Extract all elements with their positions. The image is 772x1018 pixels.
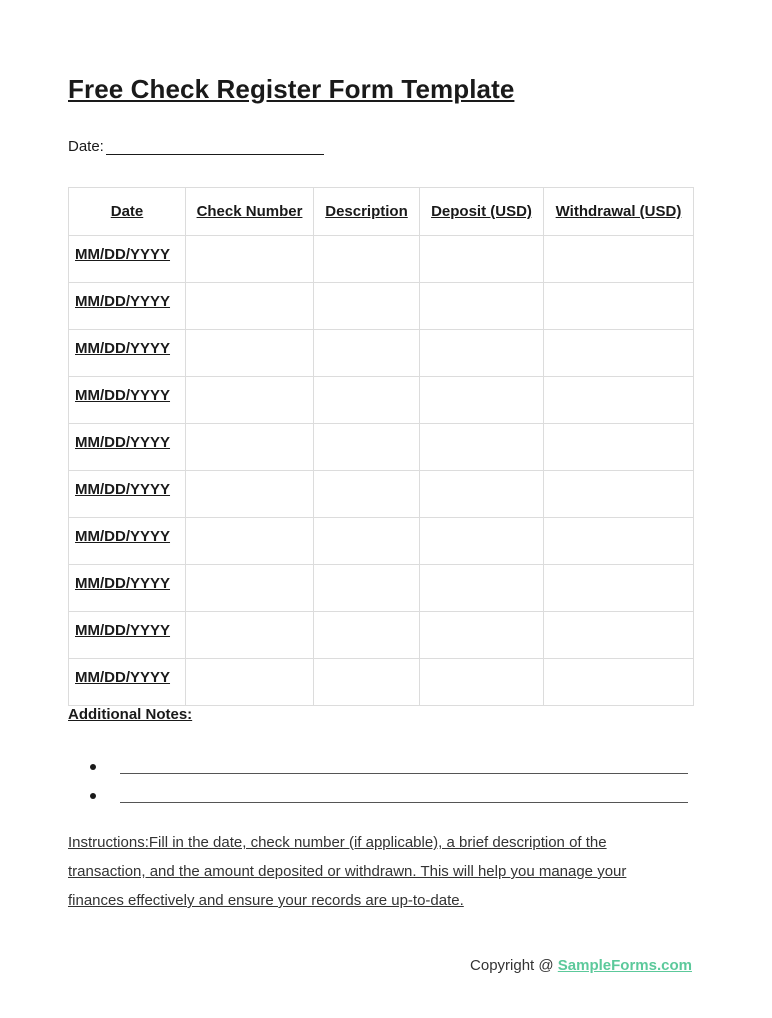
description-cell[interactable] [314,377,420,424]
header-deposit: Deposit (USD) [420,188,544,236]
check-number-cell[interactable] [186,471,314,518]
date-cell: MM/DD/YYYY [69,377,186,424]
note-item [90,789,690,809]
table-row [69,377,694,424]
description-cell[interactable] [314,565,420,612]
date-cell: MM/DD/YYYY [69,236,186,283]
check-number-cell[interactable] [186,659,314,706]
table-row [69,659,694,706]
bullet-icon [90,764,96,770]
deposit-cell[interactable] [420,518,544,565]
check-number-cell[interactable] [186,377,314,424]
date-cell: MM/DD/YYYY [69,518,186,565]
brand-link[interactable]: SampleForms.com [557,957,692,974]
date-cell: MM/DD/YYYY [69,612,186,659]
deposit-cell[interactable] [420,659,544,706]
copyright [470,957,692,974]
check-number-cell[interactable] [186,424,314,471]
check-number-cell[interactable] [186,518,314,565]
date-field [68,138,324,155]
deposit-cell[interactable] [420,565,544,612]
date-cell: MM/DD/YYYY [69,565,186,612]
check-number-cell[interactable] [186,612,314,659]
withdrawal-cell[interactable] [544,377,694,424]
date-cell: MM/DD/YYYY [69,471,186,518]
withdrawal-cell[interactable] [544,330,694,377]
note-item [90,760,690,780]
table-row [69,565,694,612]
withdrawal-cell[interactable] [544,518,694,565]
description-cell[interactable] [314,283,420,330]
header-withdrawal: Withdrawal (USD) [544,188,694,236]
deposit-cell[interactable] [420,424,544,471]
table-row [69,612,694,659]
table-header-row [69,188,694,236]
additional-notes-label: Additional Notes: [68,706,193,723]
withdrawal-cell[interactable] [544,424,694,471]
check-register-table [68,187,694,706]
note-blank-line[interactable] [120,773,688,774]
date-cell: MM/DD/YYYY [69,283,186,330]
description-cell[interactable] [314,424,420,471]
check-number-cell[interactable] [186,330,314,377]
check-number-cell[interactable] [186,283,314,330]
header-description: Description [314,188,420,236]
deposit-cell[interactable] [420,612,544,659]
table-row [69,518,694,565]
withdrawal-cell[interactable] [544,471,694,518]
description-cell[interactable] [314,330,420,377]
date-cell: MM/DD/YYYY [69,659,186,706]
check-number-cell[interactable] [186,565,314,612]
withdrawal-cell[interactable] [544,283,694,330]
date-blank-line[interactable] [106,138,324,155]
date-cell: MM/DD/YYYY [69,424,186,471]
bullet-icon [90,793,96,799]
description-cell[interactable] [314,471,420,518]
header-check-number: Check Number [186,188,314,236]
withdrawal-cell[interactable] [544,236,694,283]
withdrawal-cell[interactable] [544,565,694,612]
deposit-cell[interactable] [420,330,544,377]
deposit-cell[interactable] [420,471,544,518]
deposit-cell[interactable] [420,283,544,330]
deposit-cell[interactable] [420,377,544,424]
instructions-text: Instructions:Fill in the date, check number (if applicable), a brief description of the transaction, and the amount deposited or withdrawn. This will help you manage your finances effectively and ensure your records are up-to-date. [68,834,627,909]
description-cell[interactable] [314,612,420,659]
date-cell: MM/DD/YYYY [69,330,186,377]
description-cell[interactable] [314,518,420,565]
page-title: Free Check Register Form Template [68,74,515,104]
withdrawal-cell[interactable] [544,659,694,706]
deposit-cell[interactable] [420,236,544,283]
check-number-cell[interactable] [186,236,314,283]
table-row [69,471,694,518]
copyright-prefix: Copyright @ [470,957,558,974]
table-row [69,236,694,283]
table-row [69,330,694,377]
withdrawal-cell[interactable] [544,612,694,659]
note-blank-line[interactable] [120,802,688,803]
table-row [69,424,694,471]
header-date: Date [69,188,186,236]
table-row [69,283,694,330]
description-cell[interactable] [314,236,420,283]
date-label: Date: [68,138,104,155]
description-cell[interactable] [314,659,420,706]
